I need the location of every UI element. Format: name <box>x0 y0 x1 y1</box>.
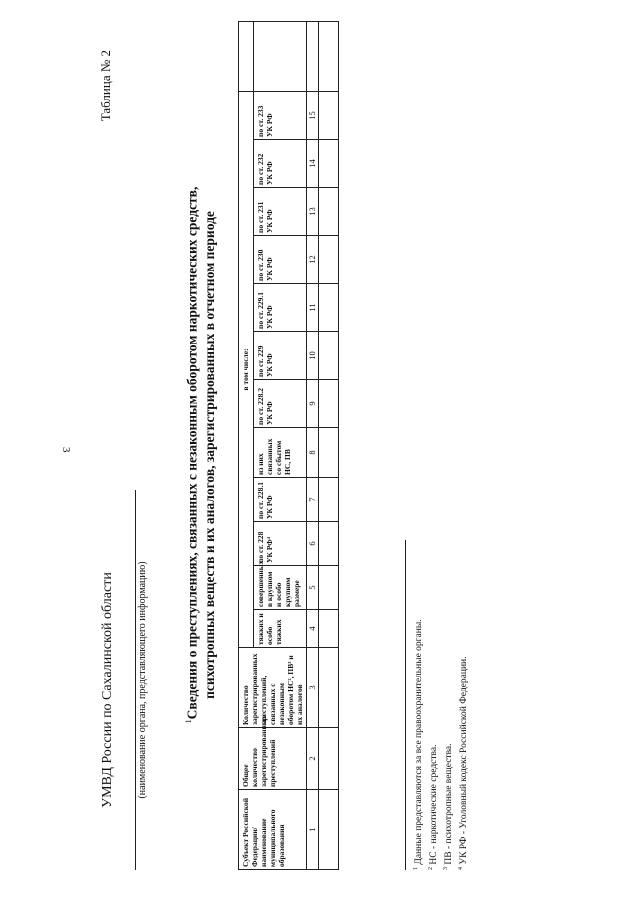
data-cell <box>319 332 339 380</box>
column-number: 14 <box>307 140 319 188</box>
col-229-1-header: по ст. 229.1 УК РФ <box>253 284 306 332</box>
table-data-row <box>319 21 339 869</box>
empty-header-cell <box>239 21 254 91</box>
data-cell <box>319 236 339 284</box>
footnote-4-text: УК РФ - Уголовный кодекс Российской Федерации. <box>459 656 470 865</box>
footnote-4: $^4$ УК РФ - Уголовный кодекс Российской Федерации. <box>458 656 470 870</box>
empty-cell <box>307 21 319 91</box>
column-number: 10 <box>307 332 319 380</box>
footnote-2: $^2$ НС - наркотические средства. <box>428 744 440 870</box>
data-cell <box>319 91 339 139</box>
col-drug-crimes-header: Количество зарегистрированных преступлений, связанных с незаконным оборотом НС², ПВ³ и их аналогов <box>239 648 307 728</box>
column-number: 1 <box>307 790 319 870</box>
column-number: 11 <box>307 284 319 332</box>
col-231-header: по ст. 231 УК РФ <box>253 188 306 236</box>
data-cell <box>319 610 339 648</box>
data-cell <box>319 428 339 478</box>
rotated-sheet <box>100 40 550 870</box>
column-number: 9 <box>307 380 319 428</box>
footnote-2-text: НС - наркотические средства. <box>429 744 440 865</box>
column-number: 7 <box>307 478 319 522</box>
col-229-header: по ст. 229 УК РФ <box>253 332 306 380</box>
col-228-1-header: по ст. 228.1 УК РФ <box>253 478 306 522</box>
col-sale-header: из них связанных со сбытом НС, ПВ <box>253 428 306 478</box>
column-number-row <box>307 21 319 869</box>
column-number: 2 <box>307 728 319 790</box>
data-cell <box>319 728 339 790</box>
page-number: 3 <box>60 447 72 453</box>
col-subject-header: Субъект Российской Федерации/ наименование муниципального образования <box>239 790 307 870</box>
table-header-row-1 <box>239 21 254 869</box>
column-number: 12 <box>307 236 319 284</box>
data-cell <box>319 478 339 522</box>
footnote-3: $^3$ ПВ - психотропные вещества. <box>443 743 455 870</box>
document-title <box>180 40 218 870</box>
organization-name: УМВД России по Сахалинской области <box>100 572 115 808</box>
table-number: Таблица № 2 <box>98 50 113 122</box>
title-line-1: Сведения о преступлениях, связанных с незаконным оборотом наркотических средств, <box>184 186 200 720</box>
data-cell <box>319 790 339 870</box>
col-228-header: по ст. 228 УК РФ⁴ <box>253 522 306 566</box>
title-line-2: психотропных веществ и их аналогов, зарегистрированных в отчетном периоде <box>201 211 217 699</box>
footnote-separator <box>405 540 406 870</box>
column-number: 3 <box>307 648 319 728</box>
data-cell <box>319 648 339 728</box>
statistics-table <box>238 21 339 870</box>
column-number: 15 <box>307 91 319 139</box>
col-total-header: Общее количество зарегистрированных преступлений <box>239 728 307 790</box>
data-cell <box>319 140 339 188</box>
col-230-header: по ст. 230 УК РФ <box>253 236 306 284</box>
col-232-header: по ст. 232 УК РФ <box>253 140 306 188</box>
data-cell <box>319 188 339 236</box>
data-cell <box>319 380 339 428</box>
organization-underline <box>135 490 136 870</box>
data-cell <box>319 566 339 610</box>
data-cell <box>319 21 339 91</box>
col-grave-header: тяжких и особо тяжких <box>253 610 306 648</box>
column-number: 8 <box>307 428 319 478</box>
data-cell <box>319 284 339 332</box>
column-number: 4 <box>307 610 319 648</box>
col-228-2-header: по ст. 228.2 УК РФ <box>253 380 306 428</box>
footnote-1-text: Данные представляются за все правоохранительные органы. <box>414 619 425 865</box>
column-number: 6 <box>307 522 319 566</box>
organization-caption: (наименование органа, представляющего информацию) <box>137 561 148 799</box>
footnotes <box>410 310 471 870</box>
column-number: 13 <box>307 188 319 236</box>
col-233-header: по ст. 233 УК РФ <box>253 91 306 139</box>
empty-cell <box>253 21 306 91</box>
footnote-3-text: ПВ - психотропные вещества. <box>444 743 455 865</box>
data-cell <box>319 522 339 566</box>
column-number: 5 <box>307 566 319 610</box>
footnote-1: $^1$ Данные представляются за все правоохранительные органы. <box>413 619 425 870</box>
title-footnote-mark: 1 <box>184 719 193 724</box>
in-that-number-header: в том числе: <box>239 91 254 647</box>
col-large-scale-header: совершенных в крупном и особо крупном размере <box>253 566 306 610</box>
